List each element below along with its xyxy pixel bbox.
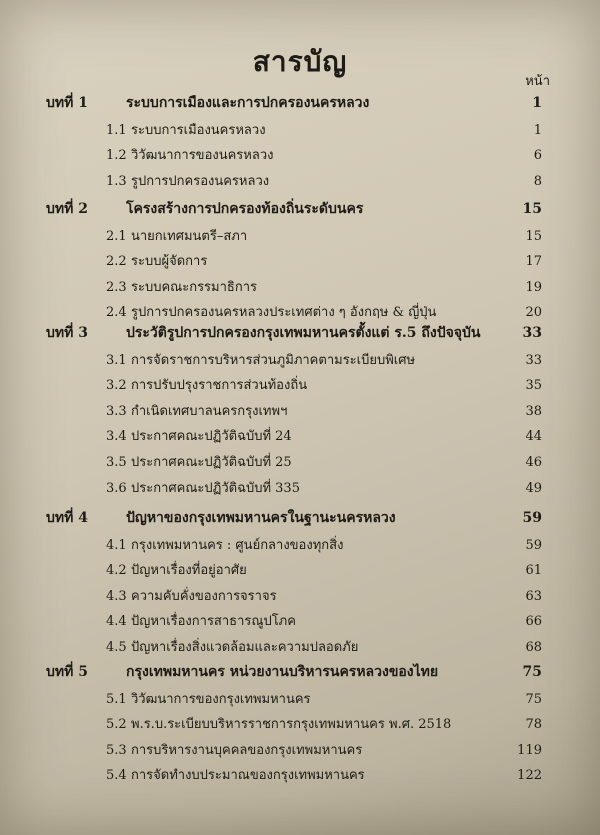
section-row (0, 401, 600, 423)
section-number: 4.2 (106, 563, 127, 579)
section-row (0, 375, 600, 397)
section-row (0, 637, 600, 659)
section-title: การจัดราชการบริหารส่วนภูมิภาคตามระเบียบพิเศษ (131, 352, 416, 368)
section-number: 5.4 (106, 768, 127, 784)
section-row (0, 714, 600, 736)
section-row (0, 765, 600, 787)
section-number: 1.2 (106, 148, 127, 164)
section-title: ปัญหาเรื่องที่อยู่อาศัย (131, 563, 247, 579)
section-page-number: 66 (525, 614, 542, 630)
section-number: 5.3 (106, 742, 127, 758)
section-page-number: 122 (517, 768, 542, 784)
section-page-number: 75 (525, 691, 542, 707)
section-number: 5.2 (106, 717, 127, 733)
chapter-title: ปัญหาของกรุงเทพมหานครในฐานะนครหลวง (126, 510, 396, 526)
section-title: ระบบคณะกรรมาธิการ (131, 279, 258, 295)
section-page-number: 68 (525, 640, 542, 655)
chapter-row (0, 92, 600, 114)
section-page-number: 19 (525, 279, 542, 295)
section-page-number: 59 (525, 537, 542, 553)
section-row (0, 611, 600, 633)
section-number: 2.2 (106, 254, 127, 270)
section-number: 3.3 (106, 403, 127, 419)
section-title: ปัญหาเรื่องการสาธารณูปโภค (131, 614, 296, 630)
section-title: ระบบผู้จัดการ (131, 254, 208, 270)
section-number: 4.5 (106, 640, 127, 655)
section-number: 2.4 (106, 305, 127, 321)
section-title: วิวัฒนาการของนครหลวง (131, 148, 274, 164)
section-title: การปรับปรุงราชการส่วนท้องถิ่น (131, 378, 308, 394)
section-page-number: 46 (525, 455, 542, 470)
section-page-number: 38 (525, 403, 542, 419)
section-row (0, 145, 600, 167)
section-title: รูปการปกครองนครหลวง (131, 173, 270, 189)
section-title: กรุงเทพมหานคร : ศูนย์กลางของทุกสิ่ง (131, 537, 344, 553)
chapter-title: ระบบการเมืองและการปกครองนครหลวง (126, 95, 370, 111)
section-title: รูปการปกครองนครหลวงประเทศต่าง ๆ อังกฤษ & ญี่ปุ่น (131, 305, 437, 321)
section-title: ระบบการเมืองนครหลวง (131, 122, 266, 138)
section-row (0, 350, 600, 372)
chapter-title: กรุงเทพมหานคร หน่วยงานบริหารนครหลวงของไทย (126, 664, 439, 680)
chapter-label: บทที่ 1 (46, 95, 88, 111)
section-number: 5.1 (106, 691, 127, 707)
section-title: การจัดทำงบประมาณของกรุงเทพมหานคร (131, 768, 365, 784)
chapter-label: บทที่ 3 (46, 325, 88, 341)
section-page-number: 119 (517, 742, 542, 758)
section-row (0, 426, 600, 448)
section-page-number: 78 (525, 717, 542, 733)
section-number: 3.2 (106, 378, 127, 394)
section-page-number: 15 (525, 228, 542, 244)
section-row (0, 226, 600, 248)
section-page-number: 1 (533, 122, 542, 138)
section-row (0, 478, 600, 500)
section-title: การบริหารงานบุคคลของกรุงเทพมหานคร (131, 742, 363, 758)
section-number: 2.1 (106, 228, 127, 244)
section-row (0, 251, 600, 273)
chapter-page-number: 33 (522, 325, 542, 341)
chapter-title: โครงสร้างการปกครองท้องถิ่นระดับนคร (126, 201, 364, 217)
section-number: 4.1 (106, 537, 127, 553)
section-row (0, 535, 600, 557)
section-row (0, 586, 600, 608)
section-number: 3.1 (106, 352, 127, 368)
section-title: ประกาศคณะปฏิวัติฉบับที่ 24 (131, 429, 292, 445)
section-page-number: 49 (525, 480, 542, 496)
chapter-page-number: 15 (522, 201, 542, 217)
section-page-number: 44 (525, 429, 542, 445)
chapter-page-number: 1 (532, 95, 542, 111)
section-number: 3.6 (106, 480, 127, 496)
chapter-label: บทที่ 5 (46, 664, 88, 680)
section-row (0, 120, 600, 142)
section-row (0, 452, 600, 474)
chapter-page-number: 59 (522, 510, 542, 526)
section-title: พ.ร.บ.ระเบียบบริหารราชการกรุงเทพมหานคร พ.ศ. 2518 (131, 717, 452, 733)
section-page-number: 17 (525, 254, 542, 270)
section-number: 1.1 (106, 122, 127, 138)
section-title: ปัญหาเรื่องสิ่งแวดล้อมและความปลอดภัย (131, 640, 359, 655)
chapter-page-number: 75 (522, 664, 542, 680)
section-title: ประกาศคณะปฏิวัติฉบับที่ 335 (131, 480, 300, 496)
section-row (0, 171, 600, 193)
section-number: 4.4 (106, 614, 127, 630)
section-title: นายกเทศมนตรี–สภา (131, 228, 248, 244)
section-page-number: 6 (533, 148, 542, 164)
page-column-label: หน้า (525, 74, 550, 89)
section-row (0, 740, 600, 762)
chapter-label: บทที่ 4 (46, 510, 88, 526)
section-page-number: 8 (533, 173, 542, 189)
section-page-number: 20 (525, 305, 542, 321)
chapter-row (0, 661, 600, 683)
section-number: 2.3 (106, 279, 127, 295)
section-page-number: 33 (525, 352, 542, 368)
section-number: 3.4 (106, 429, 127, 445)
chapter-title: ประวัติรูปการปกครองกรุงเทพมหานครตั้งแต่ ร.5 ถึงปัจจุบัน (126, 325, 481, 341)
section-number: 3.5 (106, 455, 127, 470)
section-page-number: 61 (525, 563, 542, 579)
page-title: สารบัญ (252, 45, 348, 78)
section-row (0, 277, 600, 299)
chapter-row (0, 507, 600, 529)
section-title: ความคับคั่งของการจราจร (131, 588, 277, 604)
chapter-row (0, 322, 600, 344)
section-row (0, 689, 600, 711)
section-page-number: 63 (525, 588, 542, 604)
section-title: กำเนิดเทศบาลนครกรุงเทพฯ (131, 403, 288, 419)
chapter-label: บทที่ 2 (46, 201, 88, 217)
section-title: ประกาศคณะปฏิวัติฉบับที่ 25 (131, 455, 292, 470)
chapter-row (0, 198, 600, 220)
section-row (0, 560, 600, 582)
section-number: 1.3 (106, 173, 127, 189)
section-number: 4.3 (106, 588, 127, 604)
section-page-number: 35 (525, 378, 542, 394)
section-title: วิวัฒนาการของกรุงเทพมหานคร (131, 691, 311, 707)
